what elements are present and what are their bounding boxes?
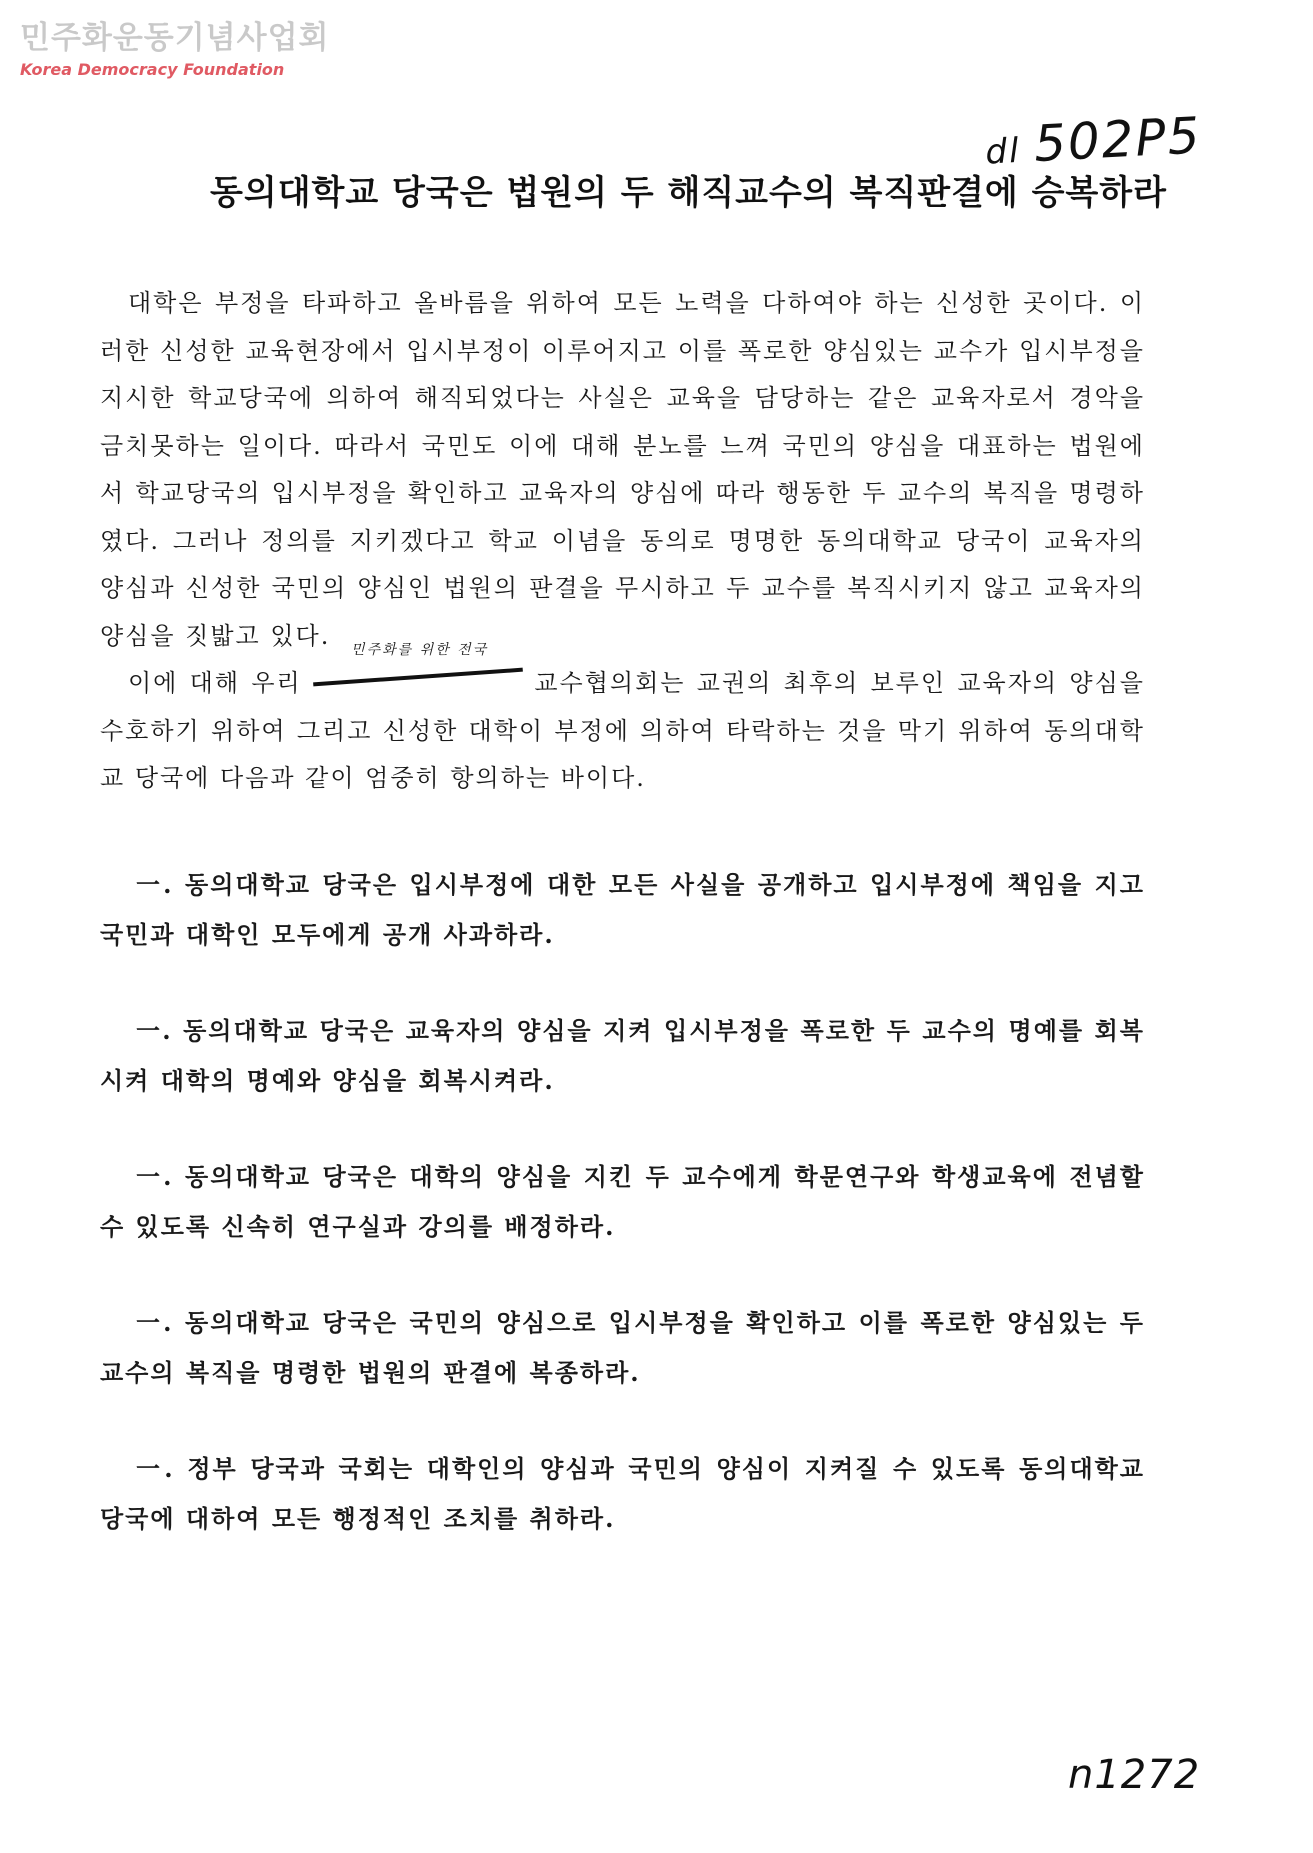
- handwritten-correction: [313, 642, 523, 691]
- body-paragraph-1: 대학은 부정을 타파하고 올바름을 위하여 모든 노력을 다하여야 하는 신성한 곳이다. 이러한 신성한 교육현장에서 입시부정이 이루어지고 이를 폭로한 양심있는 교수가 입시부정을 지시한 학교당국에 의하여 해직되었다는 사실은 교육을 담당하는 같은 교육자로서 경악을 금치못하는 일이다. 따라서 국민도 이에 대해 분노를 느껴 국민의 양심을 대표하는 법원에서 학교당국의 입시부정을 확인하고 교육자의 양심에 따라 행동한 두 교수의 복직을 명령하였다. 그러나 정의를 지키겠다고 학교 이념을 동의로 명명한 동의대학교 당국이 교육자의 양심과 신성한 국민의 양심인 법원의 판결을 무시하고 두 교수를 복직시키지 않고 교육자의 양심을 짓밟고 있다.: [100, 289, 1145, 650]
- demand-item: 一. 동의대학교 당국은 대학의 양심을 지킨 두 교수에게 학문연구와 학생교육에 전념할 수 있도록 신속히 연구실과 강의를 배정하라.: [100, 1162, 1145, 1241]
- demands-list: [100, 860, 1145, 1590]
- demand-item: 一. 동의대학교 당국은 교육자의 양심을 지켜 입시부정을 폭로한 두 교수의 명예를 회복시켜 대학의 명예와 양심을 회복시켜라.: [100, 1016, 1145, 1095]
- watermark-korean: 민주화운동기념사업회: [20, 20, 330, 56]
- handwritten-doc-id: [984, 106, 1203, 175]
- handwritten-page-number: n1272: [1068, 1752, 1201, 1798]
- paragraph-2-rest: 교수협의회는 교권의 최후의 보루인 교육자의 양심을 수호하기 위하여 그리고 신성한 대학이 부정에 의하여 타락하는 것을 막기 위하여 동의대학교 당국에 다음과 같이 엄중히 항의하는 바이다.: [100, 669, 1145, 792]
- doc-id-number: 502P5: [1032, 106, 1203, 174]
- demand-item: 一. 정부 당국과 국회는 대학인의 양심과 국민의 양심이 지켜질 수 있도록 동의대학교 당국에 대하여 모든 행정적인 조치를 취하라.: [100, 1454, 1145, 1533]
- document-body: [100, 280, 1145, 803]
- handwritten-note: 민주화를 위한 전국: [351, 642, 489, 658]
- demand-item: 一. 동의대학교 당국은 입시부정에 대한 모든 사실을 공개하고 입시부정에 책임을 지고 국민과 대학인 모두에게 공개 사과하라.: [100, 870, 1145, 949]
- document-title: 동의대학교 당국은 법원의 두 해직교수의 복직판결에 승복하라: [210, 173, 1167, 213]
- watermark-logo: [20, 18, 329, 80]
- body-paragraph-2: [100, 642, 1145, 803]
- paragraph-2-start: 이에 대해 우리: [128, 669, 302, 697]
- doc-id-prefix: dl: [984, 130, 1022, 173]
- watermark-english: Korea Democracy Foundation: [20, 60, 285, 79]
- demand-item: 一. 동의대학교 당국은 국민의 양심으로 입시부정을 확인하고 이를 폭로한 양심있는 두 교수의 복직을 명령한 법원의 판결에 복종하라.: [100, 1308, 1145, 1387]
